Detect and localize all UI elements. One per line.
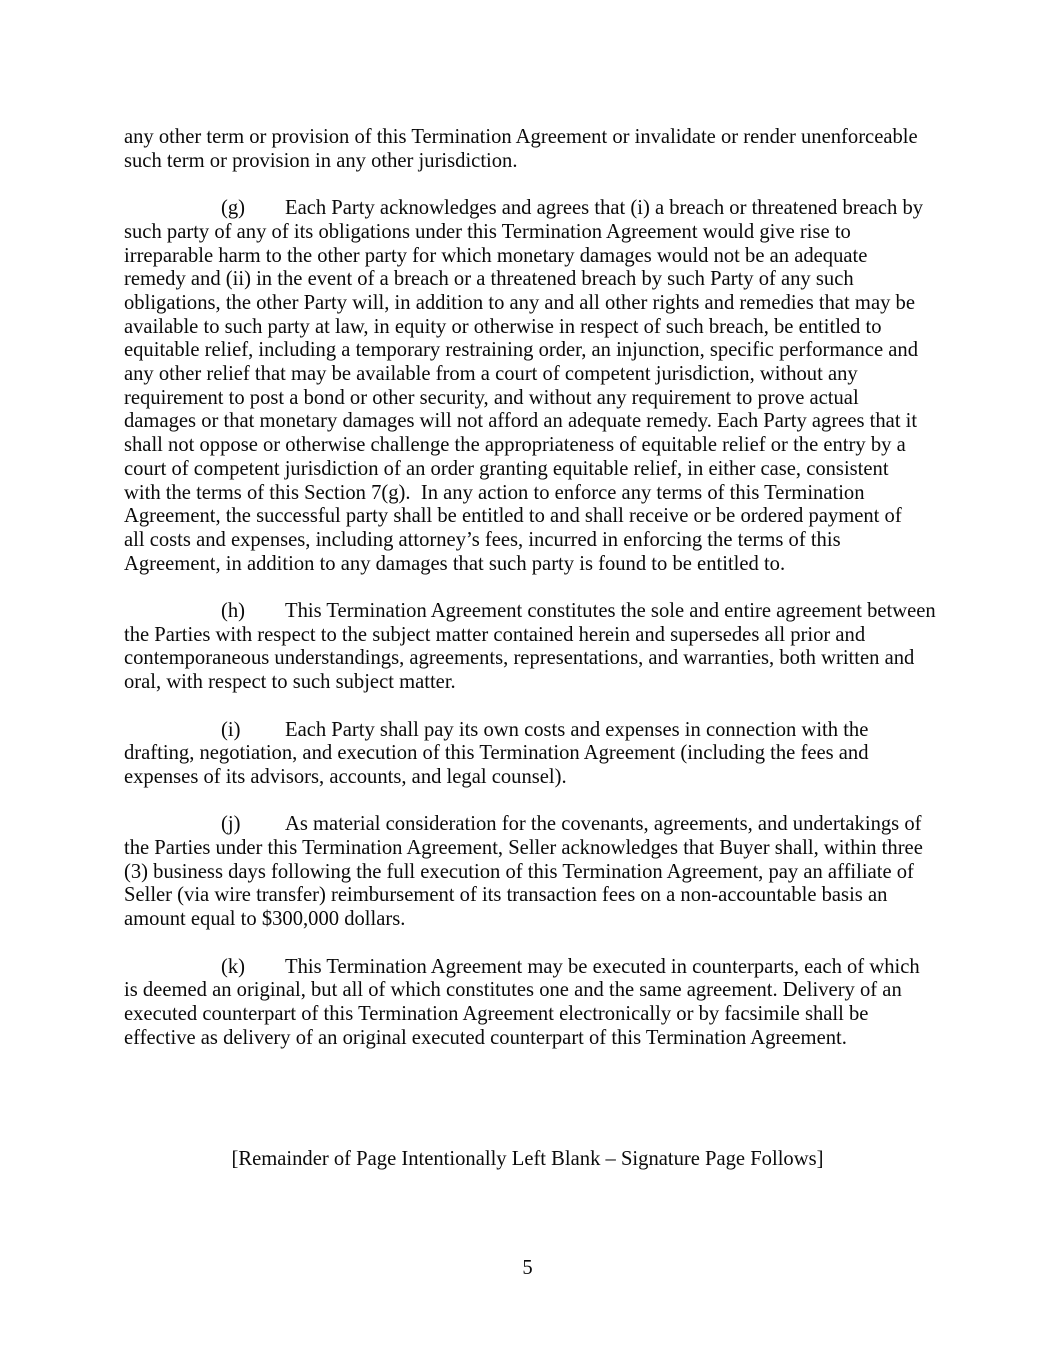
paragraph [124, 719, 964, 790]
clause-label: (h) [221, 600, 246, 623]
text-line: requirement to post a bond or other security, and without any requirement to prove actual [124, 386, 859, 409]
text-line: court of competent jurisdiction of an order granting equitable relief, in either case, consistent [124, 457, 889, 480]
remainder-note: [Remainder of Page Intentionally Left Blank – Signature Page Follows] [231, 1148, 824, 1170]
text-line: Agreement, in addition to any damages that such party is found to be entitled to. [124, 552, 786, 575]
text-line: (j) As material consideration for the covenants, agreements, and undertakings of [221, 813, 922, 836]
text-line: with the terms of this Section 7(g). In any action to enforce any terms of this Termination [124, 481, 865, 504]
clause-label: (i) [221, 718, 241, 741]
text-line: drafting, negotiation, and execution of this Termination Agreement (including the fees and [124, 742, 869, 765]
text-line: such term or provision in any other jurisdiction. [124, 149, 518, 172]
text-line: (g) Each Party acknowledges and agrees that (i) a breach or threatened breach by [221, 197, 924, 220]
paragraph [124, 813, 964, 932]
clause-label: (g) [221, 197, 246, 220]
text-line: shall not oppose or otherwise challenge the appropriateness of equitable relief or the entry by a [124, 434, 906, 457]
text-line: irreparable harm to the other party for which monetary damages would not be an adequate [124, 244, 868, 267]
paragraph [124, 197, 964, 576]
text-line: oral, with respect to such subject matter. [124, 671, 456, 694]
text-line: Seller (via wire transfer) reimbursement of its transaction fees on a non-accountable basis an [124, 884, 888, 907]
text-line: (3) business days following the full execution of this Termination Agreement, pay an affiliate of [124, 860, 914, 883]
document-body [124, 126, 964, 1050]
text-line: the Parties under this Termination Agreement, Seller acknowledges that Buyer shall, within three [124, 837, 923, 860]
text-line: damages or that monetary damages will not afford an adequate remedy. Each Party agrees that it [124, 410, 918, 433]
text-line: (k) This Termination Agreement may be executed in counterparts, each of which [221, 955, 920, 978]
text-line: executed counterpart of this Termination Agreement electronically or by facsimile shall be [124, 1002, 869, 1025]
paragraph [124, 956, 964, 1051]
text-line: any other relief that may be available from a court of competent jurisdiction, without any [124, 363, 858, 386]
text-line: Agreement, the successful party shall be entitled to and shall receive or be ordered payment of [124, 505, 902, 528]
clause-label: (j) [221, 813, 241, 836]
text-line: any other term or provision of this Termination Agreement or invalidate or render unenforceable [124, 126, 918, 148]
text-line: all costs and expenses, including attorney’s fees, incurred in enforcing the terms of this [124, 528, 841, 551]
text-line: obligations, the other Party will, in addition to any and all other rights and remedies that may be [124, 291, 915, 314]
text-line: the Parties with respect to the subject matter contained herein and supersedes all prior and [124, 623, 866, 646]
text-line: such party of any of its obligations under this Termination Agreement would give rise to [124, 220, 851, 243]
text-line: (i) Each Party shall pay its own costs and expenses in connection with the [221, 718, 869, 741]
clause-label: (k) [221, 955, 246, 978]
text-line: available to such party at law, in equity or otherwise in respect of such breach, be entitled to [124, 315, 882, 338]
text-line: effective as delivery of an original executed counterpart of this Termination Agreement. [124, 1026, 847, 1049]
text-line: equitable relief, including a temporary restraining order, an injunction, specific performance and [124, 339, 919, 362]
text-line: amount equal to $300,000 dollars. [124, 908, 406, 931]
paragraph [124, 600, 964, 695]
text-line: remedy and (ii) in the event of a breach or a threatened breach by such Party of any such [124, 268, 854, 291]
paragraph [124, 126, 964, 173]
text-line: expenses of its advisors, accounts, and legal counsel). [124, 765, 567, 788]
page-number: 5 [522, 1257, 533, 1279]
text-line: is deemed an original, but all of which constitutes one and the same agreement. Delivery of an [124, 979, 902, 1002]
text-line: (h) This Termination Agreement constitutes the sole and entire agreement between [221, 600, 936, 623]
text-line: contemporaneous understandings, agreements, representations, and warranties, both written and [124, 647, 915, 670]
